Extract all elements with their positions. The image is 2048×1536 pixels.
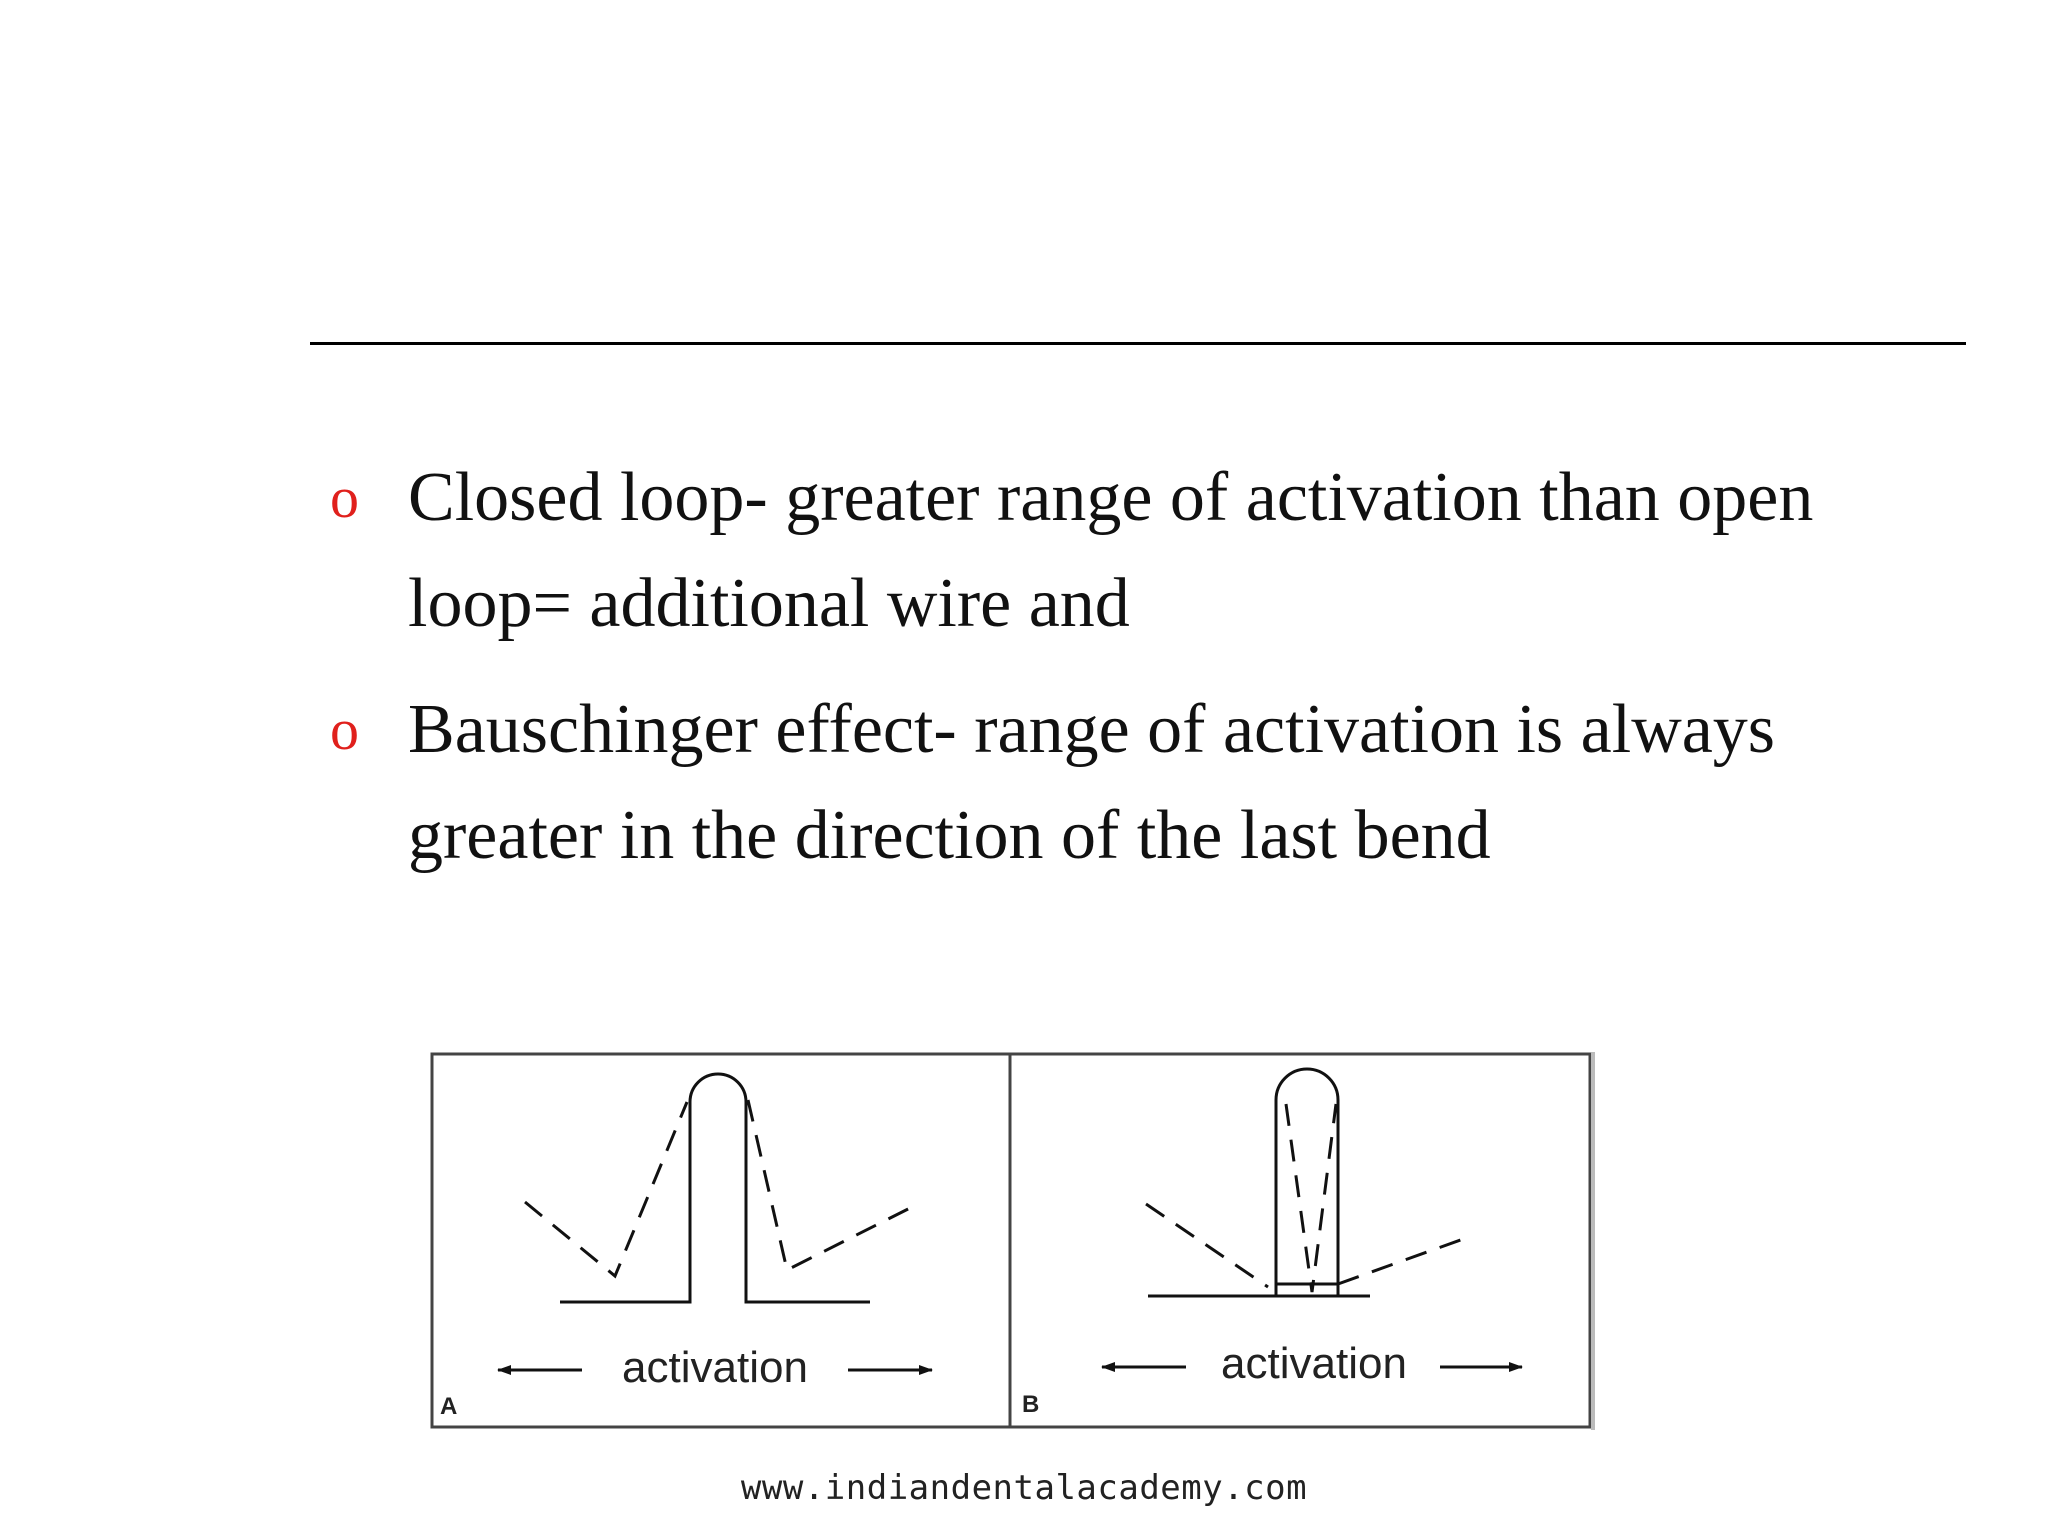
panel-b-caption: activation	[1221, 1339, 1407, 1388]
panel-b-letter: B	[1022, 1391, 1040, 1418]
bullet-marker: o	[330, 465, 359, 530]
bullet-item-closed-loop	[330, 445, 1970, 657]
panel-a-letter: A	[440, 1393, 458, 1420]
loop-activation-figure	[430, 1052, 1610, 1434]
bullet-text: Bauschinger effect- range of activation is always greater in the direction of the last bend	[408, 691, 1776, 874]
bullet-text: Closed loop- greater range of activation than open loop= additional wire and	[408, 459, 1814, 642]
footer-url: www.indiandentalacademy.com	[740, 1468, 1308, 1508]
bullet-list	[330, 445, 1970, 909]
bullet-marker: o	[330, 697, 359, 762]
title-divider	[310, 342, 1966, 345]
loop-activation-diagram	[430, 1052, 1610, 1434]
panel-a-caption: activation	[622, 1343, 808, 1392]
bullet-item-bauschinger	[330, 677, 1970, 889]
